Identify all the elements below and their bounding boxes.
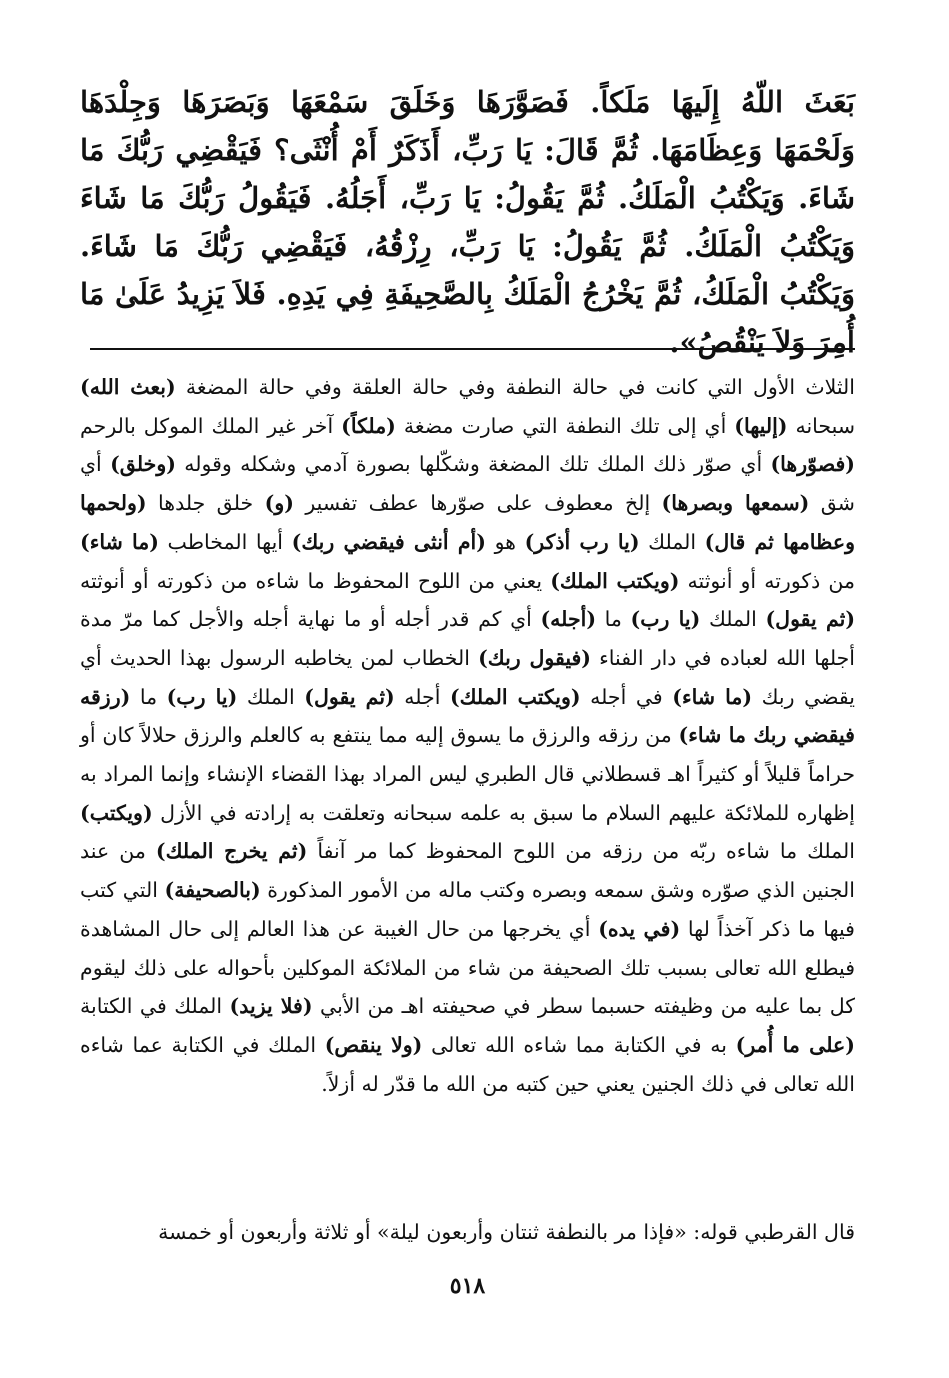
commentary-segment: آخر غير الملك الموكل بالرحم: [80, 413, 342, 438]
commentary-quote: (ثم يخرج الملك): [155, 839, 308, 864]
commentary-text: [80, 368, 855, 1103]
commentary-segment: ما: [596, 607, 631, 632]
commentary-quote: (يا رب): [630, 607, 701, 632]
commentary-quote: (إليها): [734, 413, 788, 438]
commentary-quote: (أجله): [540, 607, 597, 632]
commentary-quote: (ما شاء): [80, 529, 159, 554]
commentary-segment: ما: [130, 684, 167, 709]
commentary-segment: إلخ معطوف على صوّرها عطف تفسير: [293, 491, 662, 516]
commentary-segment: سبحانه: [787, 413, 855, 438]
commentary-quote: (فلا يزيد): [229, 994, 313, 1019]
commentary-segment: أي شق: [80, 452, 855, 516]
commentary-quote: (أم أنثى فيقضي ربك): [291, 529, 486, 554]
commentary-segment: أيها المخاطب: [158, 529, 292, 554]
book-page: [80, 78, 855, 1328]
commentary-segment: الخطاب لمن يخاطبه الرسول بهذا الحديث أي يقضي ربك: [80, 645, 856, 709]
footnote-divider: [90, 348, 855, 350]
commentary-segment: من ذكورته أو أنوثته: [679, 568, 855, 593]
commentary-segment: خلق جلدها: [146, 491, 265, 516]
commentary-segment: أي كم قدر أجله أو ما نهاية أجله والأجل كما مرّ مدة أجلها الله لعباده في دار الفناء: [80, 607, 855, 670]
commentary-quote: (ما شاء): [672, 684, 753, 709]
commentary-segment: الملك: [639, 529, 705, 554]
commentary-quote: (يا رب أذكر): [524, 529, 640, 554]
commentary-quote: (بالصحيفة): [164, 878, 261, 903]
commentary-quote: (ويكتب الملك): [449, 684, 581, 709]
commentary-segment: الملك ما شاءه ربّه من رزقه من اللوح المحفوظ كما مر آنفاً: [307, 839, 855, 864]
commentary-segment: الملك في الكتابة: [80, 994, 230, 1019]
commentary-segment: أجله: [394, 684, 450, 709]
commentary-segment: أي صوّر ذلك الملك تلك المضغة وشكّلها بصورة آدمي وشكله وقوله: [175, 452, 771, 477]
commentary-quote: (ولحمها وعظامها ثم قال): [80, 491, 856, 554]
commentary-segment: به في الكتابة مما شاءه الله تعالى: [422, 1032, 736, 1057]
hadith-text: بَعَثَ اللّهُ إِلَيهَا مَلَكاً. فَصَوَّرَهَا وَخَلَقَ سَمْعَهَا وَبَصَرَهَا وَجِلْدَهَا وَلَحْمَهَا وَعِظَامَهَا. ثُمَّ قَالَ: يَا رَبِّ، أَذَكَرٌ أَمْ أُنْثَى؟ فَيَقْضِي رَبُّكَ مَا شَاءَ. وَيَكْتُبُ الْمَلَكُ. ثُمَّ يَقُولُ: يَا رَبِّ، أَجَلُهُ. فَيَقُولُ رَبُّكَ مَا شَاءَ وَيَكْتُبُ الْمَلَكُ. ثُمَّ يَقُولُ: يَا رَبِّ، رِزْقُهُ، فَيَقْضِي رَبُّكَ مَا شَاءَ. وَيَكْتُبُ الْمَلَكُ، ثُمَّ يَخْرُجُ الْمَلَكُ بِالصَّحِيفَةِ فِي يَدِهِ. فَلاَ يَزِيدُ عَلَىٰ مَا أُمِرَ وَلاَ يَنْقُصُ».: [80, 85, 855, 359]
commentary-quote: (وخلق): [110, 452, 176, 477]
commentary-quote: (رزقه فيقضي ربك ما شاء): [80, 684, 855, 748]
commentary-quote: (ولا ينقص): [324, 1032, 423, 1057]
commentary-quote: (فصوّرها): [770, 452, 855, 477]
commentary-quote: (ملكاً): [341, 413, 396, 438]
commentary-quote: (بعث الله): [80, 375, 176, 399]
commentary-quote: (في يده): [598, 916, 681, 941]
commentary-segment: من عند الجنين الذي صوّره وشق سمعه وبصره وكتب ماله من الأمور المذكورة: [80, 839, 855, 903]
commentary-quote: (ويكتب الملك): [550, 568, 680, 593]
commentary-quote: (ثم يقول): [304, 684, 395, 709]
commentary-quote: (ويكتب): [80, 800, 153, 825]
commentary-quote: (سمعها وبصرها): [661, 491, 810, 516]
commentary-segment: هو: [485, 529, 525, 554]
commentary-quote: (يا رب): [166, 684, 238, 709]
commentary-segment: الملك: [700, 607, 766, 632]
commentary-segment: من رزقه والرزق ما يسوق إليه مما ينتفع به كالعلم والرزق حلالاً كان أو حراماً قليلاً أو كثيراً اهـ قسطلاني قال الطبري ليس المراد بهذا القضاء الإنشاء وإنما المراد به إظهاره للملائكة عليهم السلام ما سبق به علمه سبحانه وتعلقت به إرادته في الأزل: [80, 723, 855, 825]
commentary-quote: (ثم يقول): [765, 607, 856, 632]
commentary-segment: أي إلى تلك النطفة التي صارت مضغة: [395, 413, 735, 438]
commentary-quote: (و): [264, 491, 294, 516]
commentary-segment: يعني من اللوح المحفوظ ما شاءه من ذكورته أو أنوثته: [80, 568, 551, 593]
commentary-segment: الثلاث الأول التي كانت في حالة النطفة وفي حالة العلقة وفي حالة المضغة: [175, 375, 855, 399]
commentary-segment: أي يخرجها من حال الغيبة عن هذا العالم إلى حال المشاهدة فيطلع الله تعالى بسبب تلك الصحيفة من شاء من الملائكة الموكلين بأحواله على ذلك ليقوم كل بما عليه من وظيفته حسبما سطر في صحيفته اهـ من الأبي: [80, 916, 855, 1019]
commentary-segment: الملك: [237, 684, 305, 709]
commentary-segment: في أجله: [580, 684, 673, 709]
page-number: ٥١٨: [449, 1273, 486, 1299]
commentary-segment: التي كتب فيها ما ذكر آخذاً لها: [80, 878, 855, 941]
commentary-segment: الملك في الكتابة عما شاءه الله تعالى في ذلك الجنين يعني حين كتبه من الله ما قدّر له أزلاً.: [80, 1032, 855, 1096]
commentary-quote: (فيقول ربك): [478, 645, 591, 670]
qurtubi-line: قال القرطبي قوله: «فإذا مر بالنطفة ثنتان وأربعون ليلة» أو ثلاثة وأربعون أو خمسة: [158, 1220, 855, 1244]
commentary-quote: (على ما أُمر): [735, 1032, 855, 1057]
